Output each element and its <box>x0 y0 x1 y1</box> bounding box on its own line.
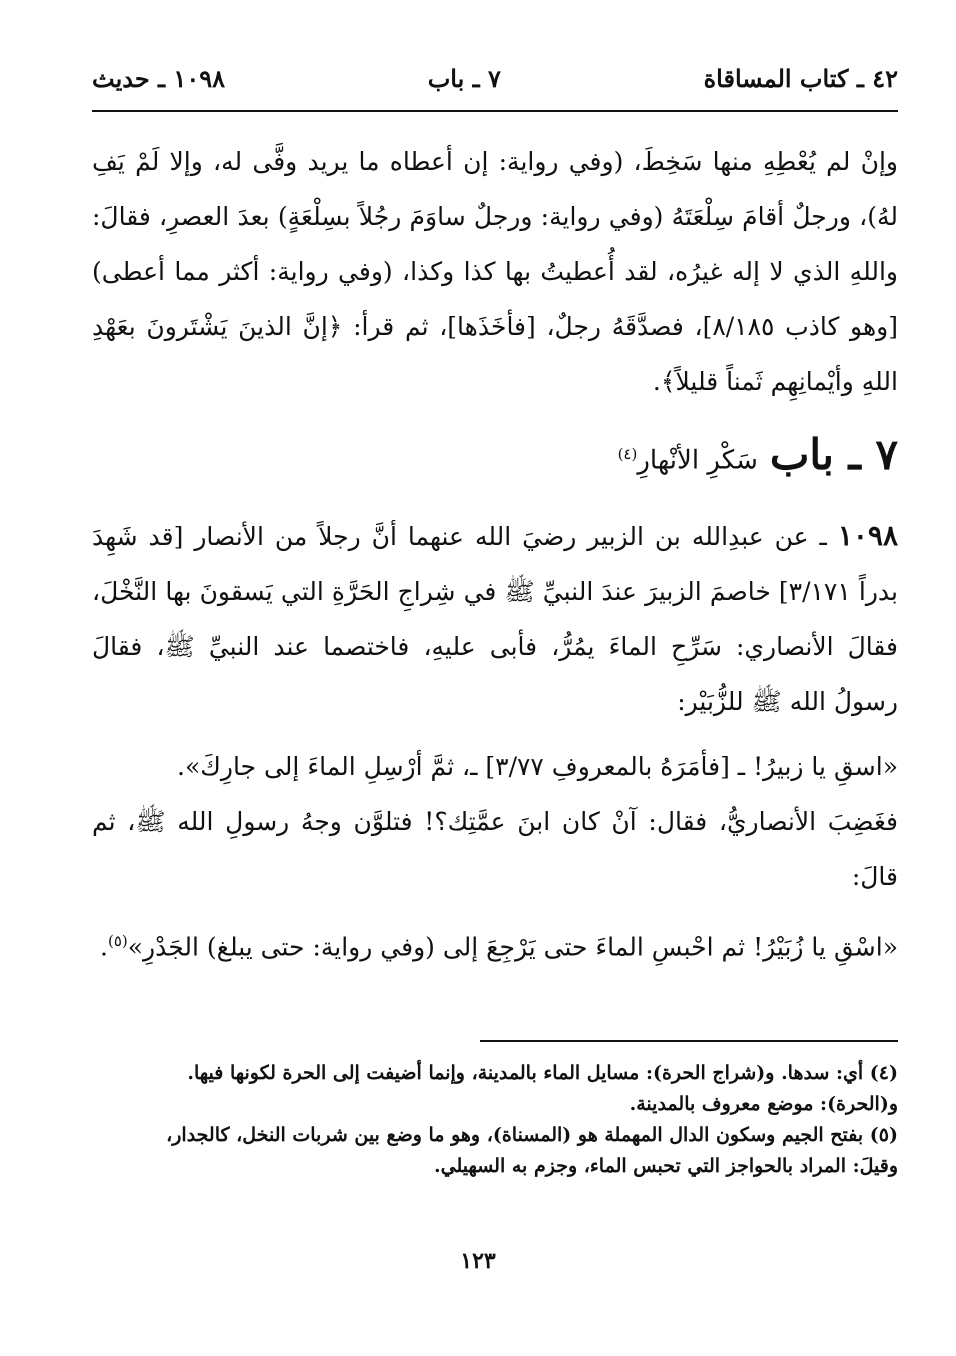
section-number: ٧ ـ باب <box>769 429 898 479</box>
hadith-paragraph <box>92 508 898 729</box>
page-number: ١٢٣ <box>460 1248 496 1274</box>
footnote-rule <box>480 1040 898 1042</box>
header-hadith: ١٠٩٨ ـ حديث <box>92 63 225 93</box>
footnote-ref-4: (٤) <box>617 445 638 463</box>
hadith-text: ـ عن عبدِالله بن الزبير رضيَ الله عنهما أنَّ رجلاً من الأنصار [قد شَهِدَ بدراً ٣/١٧١] خاصمَ الزبيرَ عندَ النبيِّ ﷺ في شِراجِ الحَرَّةِ التي يَسقونَ بها النَّخْلَ، فقالَ الأنصاري: سَرِّحِ الماءَ يمُرُّ، فأبى عليهِ، فاختصما عند النبيِّ ﷺ، فقالَ رسولُ الله ﷺ للزُّبَيْر: <box>92 521 899 716</box>
footnotes <box>92 1058 898 1182</box>
header-chapter: ٤٢ ـ كتاب المساقاة <box>703 63 898 93</box>
hadith-number: ١٠٩٨ <box>837 518 898 552</box>
quote-2-end: . <box>100 931 108 961</box>
footnote-5-line-1: (٥) بفتح الجيم وسكون الدال المهملة هو (المسناة)، وهو ما وضع بين شربات النخل، كالجدار، <box>166 1124 898 1146</box>
after-quote-1: فغَضِبَ الأنصاريُّ، فقال: آنْ كان ابنَ عمَّتِك؟! فتلوَّن وجهُ رسولِ الله ﷺ، ثم قالَ: <box>92 806 898 891</box>
quote-1: «اسقِ يا زبيرُ! ـ [فأمَرَهُ بالمعروفِ ٣/٧٧] ـ، ثمَّ أرْسِلِ الماءَ إلى جارِكَ». <box>177 751 898 781</box>
section-title-text: سَكْرِ الأنْهارِ <box>637 445 758 476</box>
quote-2 <box>92 914 898 974</box>
footnote-4-line-1: (٤) أي: سدها. و(شراج الحرة): مسايل الماء بالمدينة، وإنما أضيفت إلى الحرة لكونها فيها. <box>187 1062 898 1084</box>
section-title <box>618 419 758 496</box>
section-heading <box>92 419 898 496</box>
intro-paragraph: وإنْ لم يُعْطِهِ منها سَخِطَ، (وفي رواية: إن أعطاه ما يريد وفَّى له، وإلا لَمْ يَفِ لهُ)، ورجلٌ أقامَ سِلْعَتَهُ (وفي رواية: ورجلٌ ساوَمَ رجُلاً بسِلْعَةٍ) بعدَ العصرِ، فقالَ: واللهِ الذي لا إله غيرُه، لقد أُعطيتُ بها كذا وكذا، (وفي رواية: أكثر مما أعطى) [وهو كاذب ٨/١٨٥]، فصدَّقَهُ رجلٌ، [فأخَذَها]، ثم قرأ: ﴿إنَّ الذينَ يَشْتَرونَ بعَهْدِ اللهِ وأيْمانِهِم ثَمناً قليلاً﴾. <box>92 147 898 396</box>
header-section: ٧ ـ باب <box>427 63 501 93</box>
quote-2-text: «اسْقِ يا زُبَيْرُ! ثم احْبسِ الماءَ حتى يَرْجِعَ إلى (وفي رواية: حتى يبلغ) الجَدْرِ» <box>127 931 898 961</box>
footnote-5-line-2: وقيلَ: المراد بالحواجز التي تحبس الماء، وجزم به السهيلي. <box>434 1155 898 1177</box>
footnote-4-line-2: و(الحرة): موضع معروف بالمدينة. <box>629 1093 898 1115</box>
main-text <box>92 134 898 974</box>
footnote-ref-5: (٥) <box>107 931 128 950</box>
running-header <box>92 58 898 98</box>
header-rule <box>92 110 898 112</box>
